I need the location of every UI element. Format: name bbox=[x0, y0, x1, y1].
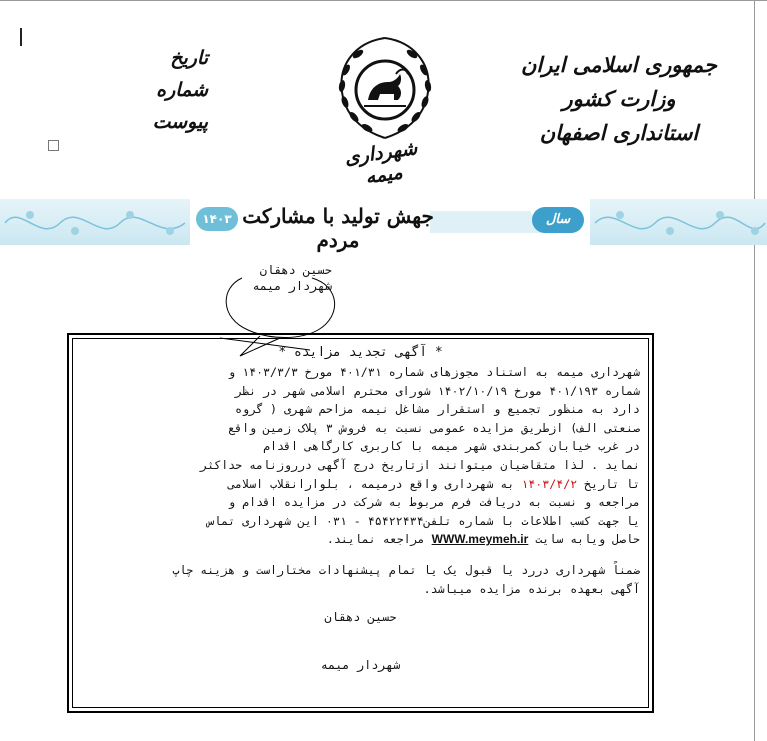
ministry-line: وزارت کشور bbox=[562, 86, 676, 111]
deadline-prefix: تا تاریخ bbox=[584, 476, 640, 491]
attachment-label: پیوست bbox=[152, 111, 208, 133]
notice-line-3: دارد به منظور تجمیع و استقرار مشاغل نیمه مزاحم شهری ( گروه bbox=[235, 402, 640, 417]
auction-notice-content bbox=[72, 338, 649, 708]
year-slogan: جهش تولید با مشارکت مردم bbox=[242, 204, 434, 252]
website-suffix: مراجعه نمایند. bbox=[326, 532, 425, 547]
deadline-suffix: به شهرداری واقع درمیمه ، بلوارانقلاب اسلامی bbox=[228, 476, 515, 491]
signer-title: شهردار میمه bbox=[320, 658, 401, 673]
date-label: تاریخ bbox=[170, 47, 208, 69]
auction-notice-box bbox=[67, 333, 654, 713]
footnote-line-1: ضمناً شهرداری دررد یا قبول یک یا تمام پیشنهادات مختاراست و هزینه چاپ bbox=[172, 562, 640, 577]
municipality-emblem-icon bbox=[328, 30, 443, 150]
letterhead-left bbox=[148, 42, 208, 138]
year-badge: ۱۴۰۳ bbox=[196, 207, 238, 231]
republic-line: جمهوری اسلامی ایران bbox=[520, 52, 718, 77]
notice-line-6: نماید . لذا متقاضیان میتوانند ازتاریخ درج آگهی درروزنامه حداکثر bbox=[200, 457, 640, 472]
notice-line-9: یا جهت کسب اطلاعات با شماره تلفن۴۵۴۲۲۴۳۴ - ۰۳۱ این شهرداری تماس bbox=[207, 513, 640, 528]
website-link[interactable]: WWW.meymeh.ir bbox=[431, 532, 529, 547]
page-right-border bbox=[754, 0, 755, 741]
signer-name: حسین دهقان bbox=[324, 610, 397, 625]
signature-title: شهردار میمه bbox=[252, 279, 332, 293]
website-prefix: حاصل ویابه سایت bbox=[535, 532, 640, 547]
notice-line-5: در غرب خیابان کمربندی شهر میمه با کاربری کارگاهی اقدام bbox=[263, 439, 640, 454]
notice-line-8: مراجعه و نسبت به دریافت فرم مربوط به شرکت در مزایده اقدام و bbox=[228, 495, 640, 510]
page-top-border bbox=[0, 0, 767, 1]
notice-line-2: شماره ۴۰۱/۱۹۳ مورخ ۱۴۰۲/۱۰/۱۹ شورای محترم اسلامی شهر در نظر bbox=[235, 383, 640, 398]
deadline-date: ۱۴۰۳/۴/۲ bbox=[521, 476, 578, 491]
governorate-line: استانداری اصفهان bbox=[539, 120, 699, 145]
letterhead-right bbox=[519, 48, 719, 150]
year-label-badge: سال bbox=[532, 207, 584, 233]
signature-name: حسین دهقان bbox=[259, 263, 332, 277]
footnote-line-2: آگهی بعهده برنده مزایده میباشد. bbox=[423, 581, 640, 596]
notice-line-10 bbox=[81, 530, 640, 549]
small-checkbox[interactable] bbox=[48, 140, 59, 151]
signature-note bbox=[220, 262, 332, 294]
number-label: شماره bbox=[156, 79, 208, 101]
notice-line-7 bbox=[81, 475, 640, 494]
notice-line-4: صنعتی الف) ازطریق مزایده عمومی نسبت به فروش ۳ پلاک زمین واقع bbox=[228, 420, 640, 435]
logo-caption: شهرداری میمه bbox=[343, 137, 419, 189]
notice-line-1: شهرداری میمه به استناد مجوزهای شماره ۴۰۱/۳۱ مورخ ۱۴۰۳/۳/۳ و bbox=[228, 365, 640, 379]
margin-mark bbox=[20, 28, 22, 46]
notice-title: * آگهی تجدید مزایده * bbox=[278, 345, 443, 360]
